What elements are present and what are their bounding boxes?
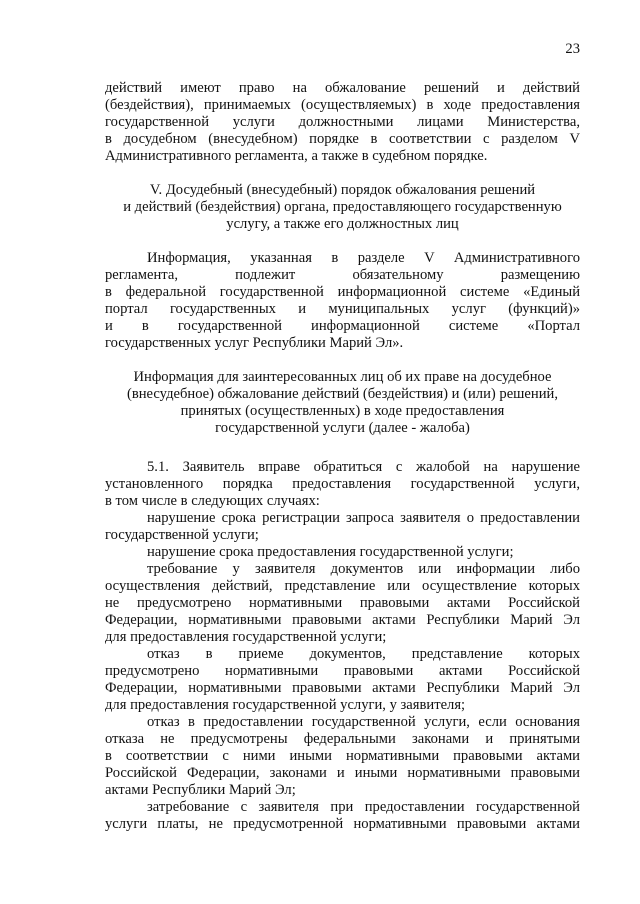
text-line: регламента, подлежит обязательному размещению (105, 267, 580, 283)
page-number: 23 (565, 41, 580, 57)
list-item-line: услуги платы, не предусмотренной нормативными правовыми актами (105, 816, 580, 832)
list-item-line: Российской Федерации, законами и иными нормативными правовыми (105, 765, 580, 781)
section-heading-line: услугу, а также его должностных лиц (226, 216, 459, 232)
list-item-line: Федерации, нормативными правовыми актами Республики Марий Эл (105, 612, 580, 628)
text-line: в федеральной государственной информационной системе «Единый (105, 284, 580, 300)
text-line: государственной услуги должностными лицами Министерства, (105, 114, 580, 130)
text-line: в том числе в следующих случаях: (105, 493, 320, 509)
text-line: 5.1. Заявитель вправе обратиться с жалобой на нарушение (147, 459, 580, 475)
list-item-line: в соответствии с ними иными нормативными правовыми актами (105, 748, 580, 764)
text-line: в досудебном (внесудебном) порядке в соответствии с разделом V (105, 131, 580, 147)
text-line: Административного регламента, а также в судебном порядке. (105, 148, 488, 164)
text-line: установленного порядка предоставления государственной услуги, (105, 476, 580, 492)
subsection-heading-line: государственной услуги (далее - жалоба) (215, 420, 470, 436)
list-item-line: затребование с заявителя при предоставлении государственной (147, 799, 580, 815)
list-item-line: требование у заявителя документов или информации либо (147, 561, 580, 577)
list-item-line: не предусмотрено нормативными правовыми актами Российской (105, 595, 580, 611)
list-item-line: предусмотрено нормативными правовыми актами Российской (105, 663, 580, 679)
list-item-line: для предоставления государственной услуги, у заявителя; (105, 697, 466, 713)
list-item-line: государственной услуги; (105, 527, 259, 543)
list-item-line: осуществления действий, представление или осуществление которых (105, 578, 580, 594)
list-item-line: для предоставления государственной услуги; (105, 629, 387, 645)
list-item-line: Федерации, нормативными правовыми актами Республики Марий Эл (105, 680, 580, 696)
text-line: и в государственной информационной системе «Портал (105, 318, 580, 334)
text-line: государственных услуг Республики Марий Эл». (105, 335, 404, 351)
subsection-heading-line: Информация для заинтересованных лиц об их праве на досудебное (133, 369, 552, 385)
subsection-heading-line: принятых (осуществленных) в ходе предоставления (180, 403, 505, 419)
list-item-line: отказ в предоставлении государственной услуги, если основания (147, 714, 580, 730)
text-line: Информация, указанная в разделе V Административного (147, 250, 580, 266)
text-line: (бездействия), принимаемых (осуществляемых) в ходе предоставления (105, 97, 580, 113)
text-line: действий имеют право на обжалование решений и действий (105, 80, 580, 96)
list-item-line: отказ в приеме документов, представление которых (147, 646, 580, 662)
subsection-heading-line: (внесудебное) обжалование действий (бездействия) и (или) решений, (127, 386, 558, 402)
list-item-line: актами Республики Марий Эл; (105, 782, 296, 798)
list-item-line: нарушение срока предоставления государственной услуги; (147, 544, 514, 560)
list-item-line: отказа не предусмотрены федеральными законами и принятыми (105, 731, 580, 747)
section-heading-line: V. Досудебный (внесудебный) порядок обжалования решений (149, 182, 536, 198)
list-item-line: нарушение срока регистрации запроса заявителя о предоставлении (147, 510, 580, 526)
text-line: портал государственных и муниципальных услуг (функций)» (105, 301, 580, 317)
section-heading-line: и действий (бездействия) органа, предоставляющего государственную (123, 199, 562, 215)
